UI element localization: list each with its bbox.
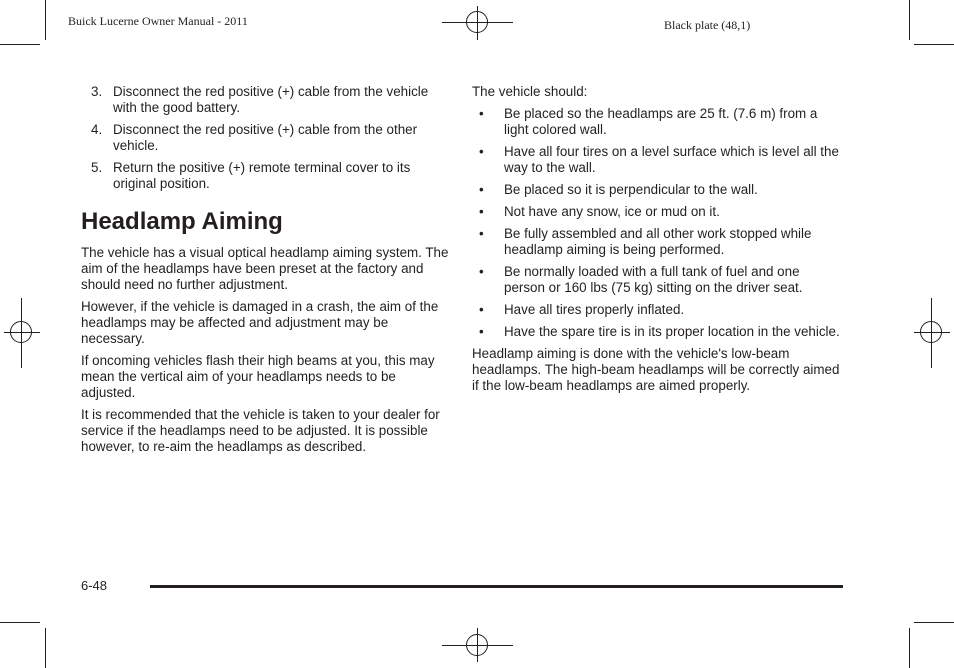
bullet-list: [472, 106, 842, 340]
list-item: [472, 324, 842, 340]
list-item: [472, 144, 842, 176]
list-item: [81, 160, 453, 192]
bullet-text: Have the spare tire is in its proper location in the vehicle.: [504, 324, 840, 339]
crop-mark: [0, 622, 40, 623]
left-column: [81, 84, 453, 461]
bullet: •: [479, 204, 484, 219]
step-number: 5.: [91, 160, 103, 175]
list-item: [81, 84, 453, 116]
crop-mark: [909, 0, 910, 40]
crop-mark: [914, 44, 954, 45]
list-item: [472, 302, 842, 318]
bullet: •: [479, 324, 484, 339]
right-column: [472, 84, 842, 400]
step-text: Return the positive (+) remote terminal cover to its original position.: [113, 160, 411, 191]
bullet: •: [479, 106, 484, 121]
bullet: •: [479, 182, 484, 197]
bullet-text: Not have any snow, ice or mud on it.: [504, 204, 720, 219]
page-number: 6-48: [81, 578, 108, 593]
footer-rule: [150, 585, 843, 588]
crop-mark: [45, 628, 46, 668]
bullet: •: [479, 264, 484, 279]
bullet-text: Have all tires properly inflated.: [504, 302, 685, 317]
bullet-text: Have all four tires on a level surface which is level all the way to the wall.: [504, 144, 839, 175]
list-item: [81, 122, 453, 154]
section-title: Headlamp Aiming: [81, 208, 283, 235]
step-number: 3.: [91, 84, 103, 99]
crop-mark: [45, 0, 46, 40]
list-item: [472, 182, 842, 198]
step-list: [81, 84, 453, 192]
crop-mark: [914, 622, 954, 623]
bullet-text: Be placed so the headlamps are 25 ft. (7.6 m) from a light colored wall.: [504, 106, 818, 137]
bullet-text: Be normally loaded with a full tank of fuel and one person or 160 lbs (75 kg) sitting on the driver seat.: [504, 264, 803, 295]
bullet-text: Be fully assembled and all other work stopped while headlamp aiming is being performed.: [504, 226, 812, 257]
bullet: •: [479, 302, 484, 317]
paragraph: The vehicle has a visual optical headlamp aiming system. The aim of the headlamps have been preset at the factory and should need no further adjustment.: [81, 245, 449, 292]
step-text: Disconnect the red positive (+) cable from the other vehicle.: [113, 122, 418, 153]
paragraph: However, if the vehicle is damaged in a crash, the aim of the headlamps may be affected and adjustment may be necessary.: [81, 299, 439, 346]
closing-paragraph: Headlamp aiming is done with the vehicle's low-beam headlamps. The high-beam headlamps will be correctly aimed if the low-beam headlamps are aimed properly.: [472, 346, 840, 393]
list-item: [472, 204, 842, 220]
bullet: •: [479, 144, 484, 159]
manual-title: Buick Lucerne Owner Manual - 2011: [68, 14, 248, 28]
paragraph: If oncoming vehicles flash their high beams at you, this may mean the vertical aim of your headlamps needs to be adjusted.: [81, 353, 435, 400]
bullet: •: [479, 226, 484, 241]
intro-text: The vehicle should:: [472, 84, 588, 99]
list-item: [472, 106, 842, 138]
bullet-text: Be placed so it is perpendicular to the wall.: [504, 182, 758, 197]
crop-mark: [0, 44, 40, 45]
step-number: 4.: [91, 122, 103, 137]
paragraph: It is recommended that the vehicle is taken to your dealer for service if the headlamps need to be adjusted. It is possible however, to re-aim the headlamps as described.: [81, 407, 440, 454]
list-item: [472, 264, 842, 296]
plate-label: Black plate (48,1): [664, 18, 751, 32]
crop-mark: [909, 628, 910, 668]
step-text: Disconnect the red positive (+) cable from the vehicle with the good battery.: [113, 84, 429, 115]
list-item: [472, 226, 842, 258]
